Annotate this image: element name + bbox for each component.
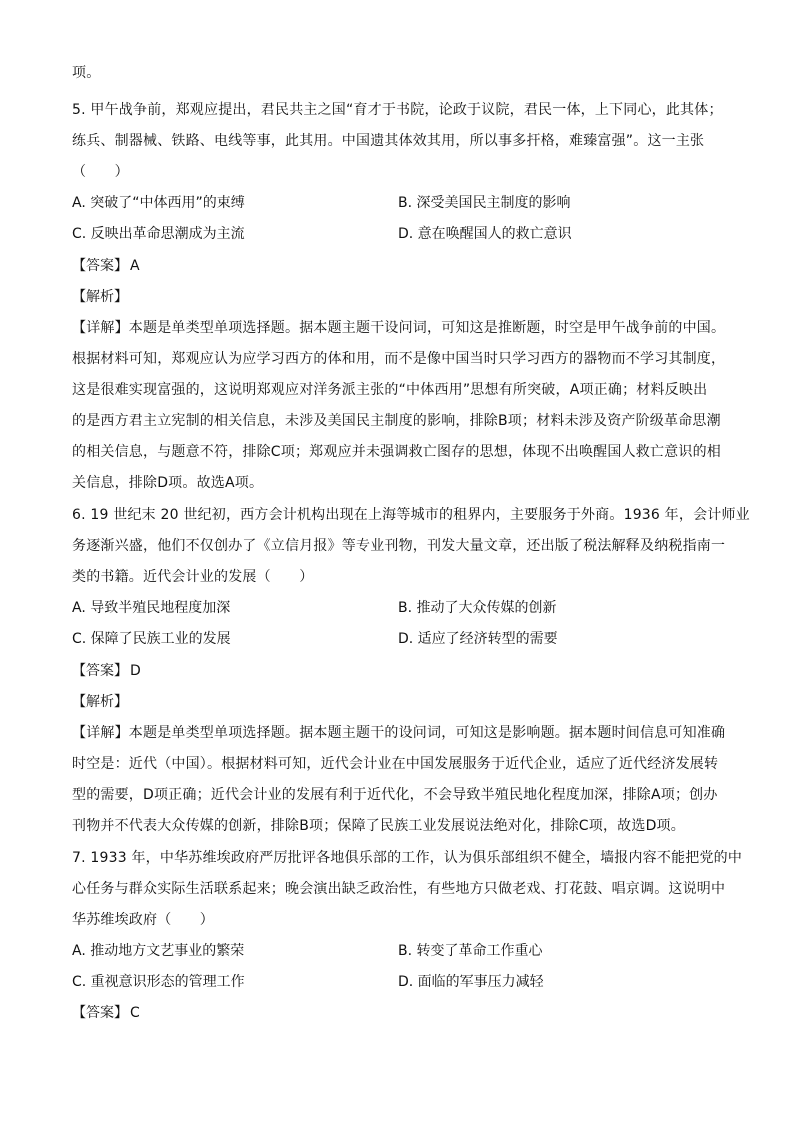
q5-answer-value: A xyxy=(130,258,140,274)
q7-answer-value: C xyxy=(130,1005,140,1021)
q5-option-d: D. 意在唤醒国人的救亡意识 xyxy=(398,226,572,242)
q6-stem-line-2: 务逐渐兴盛，他们不仅创办了《立信月报》等专业刊物，刊发大量文章，还出版了税法解释及纳税指南一 xyxy=(72,538,726,554)
q7-answer xyxy=(72,1004,140,1022)
q6-detail-line-1: 【详解】本题是单类型单项选择题。据本题主题干的设问词，可知这是影响题。据本题时间信息可知准确 xyxy=(72,725,726,741)
q7-stem-line-2: 心任务与群众实际生活联系起来；晚会演出缺乏政治性，有些地方只做老戏、打花鼓、唱京调。这说明中 xyxy=(72,881,726,897)
q6-option-d: D. 适应了经济转型的需要 xyxy=(398,631,558,647)
q6-analysis-label: 【解析】 xyxy=(72,694,128,710)
q5-detail-line-1: 【详解】本题是单类型单项选择题。据本题主题干设问词，可知这是推断题，时空是甲午战争前的中国。 xyxy=(72,320,726,336)
q6-answer-label: 【答案】 xyxy=(72,663,128,679)
q6-answer-value: D xyxy=(130,663,141,679)
q7-stem-line-3: 华苏维埃政府（ ） xyxy=(72,912,214,928)
q5-analysis-label: 【解析】 xyxy=(72,289,128,305)
q5-detail-line-2: 根据材料可知，郑观应认为应学习西方的体和用，而不是像中国当时只学习西方的器物而不学习其制度， xyxy=(72,351,726,367)
q7-option-a: A. 推动地方文艺事业的繁荣 xyxy=(72,943,245,959)
q5-stem-line-2: 练兵、制器械、铁路、电线等事，此其用。中国遗其体效其用，所以事多扞格，难臻富强”。这一主张 xyxy=(72,133,705,149)
q6-stem-line-1: 6. 19 世纪末 20 世纪初，西方会计机构出现在上海等城市的租界内，主要服务于外商。1936 年，会计师业 xyxy=(72,507,750,523)
q6-detail-line-4: 刊物并不代表大众传媒的创新，排除B项；保障了民族工业发展说法绝对化，排除C项，故选D项。 xyxy=(72,818,685,834)
q7-answer-label: 【答案】 xyxy=(72,1005,128,1021)
q5-stem-line-1: 5. 甲午战争前，郑观应提出，君民共主之国“育才于书院，论政于议院，君民一体，上下同心，此其体； xyxy=(72,102,723,118)
q5-option-b: B. 深受美国民主制度的影响 xyxy=(398,195,571,211)
q6-option-c: C. 保障了民族工业的发展 xyxy=(72,631,231,647)
q5-answer-label: 【答案】 xyxy=(72,258,128,274)
q7-option-c: C. 重视意识形态的管理工作 xyxy=(72,974,245,990)
q7-option-d: D. 面临的军事压力减轻 xyxy=(398,974,544,990)
q5-detail-line-5: 的相关信息，与题意不符，排除C项；郑观应并未强调救亡图存的思想，体现不出唤醒国人救亡意识的相 xyxy=(72,444,721,460)
q5-detail-line-4: 的是西方君主立宪制的相关信息，未涉及美国民主制度的影响，排除B项；材料未涉及资产阶级革命思潮 xyxy=(72,413,721,429)
q5-option-a: A. 突破了“中体西用”的束缚 xyxy=(72,195,245,211)
q7-stem-line-1: 7. 1933 年，中华苏维埃政府严厉批评各地俱乐部的工作，认为俱乐部组织不健全，墙报内容不能把党的中 xyxy=(72,850,743,866)
q7-option-b: B. 转变了革命工作重心 xyxy=(398,943,543,959)
q6-stem-line-3: 类的书籍。近代会计业的发展（ ） xyxy=(72,569,314,585)
q6-answer xyxy=(72,662,141,680)
q5-answer xyxy=(72,257,140,275)
q6-option-a: A. 导致半殖民地程度加深 xyxy=(72,600,231,616)
q5-stem-line-3: （ ） xyxy=(72,164,129,180)
q6-detail-line-2: 时空是：近代（中国）。根据材料可知，近代会计业在中国发展服务于近代企业，适应了近代经济发展转 xyxy=(72,756,719,772)
q5-detail-line-6: 关信息，排除D项。故选A项。 xyxy=(72,475,264,491)
q5-option-c: C. 反映出革命思潮成为主流 xyxy=(72,226,245,242)
q6-detail-line-3: 型的需要，D项正确；近代会计业的发展有利于近代化，不会导致半殖民地化程度加深，排除A项；创办 xyxy=(72,787,718,803)
q5-detail-line-3: 这是很难实现富强的，这说明郑观应对洋务派主张的“中体西用”思想有所突破，A项正确；材料反映出 xyxy=(72,382,708,398)
previous-fragment: 项。 xyxy=(72,65,101,81)
q6-option-b: B. 推动了大众传媒的创新 xyxy=(398,600,557,616)
